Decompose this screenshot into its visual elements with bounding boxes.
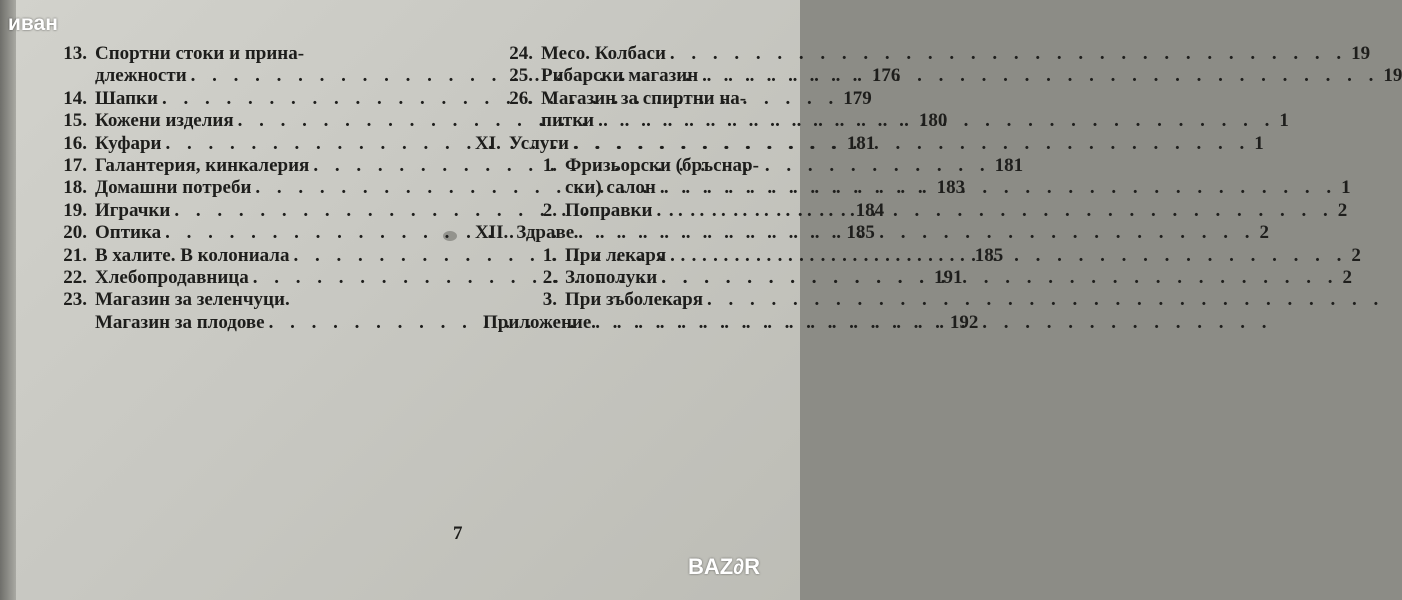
section-number: XII. <box>475 222 509 244</box>
entry-title: Оптика <box>95 222 162 244</box>
entry-number: 21. <box>63 244 87 266</box>
entry-title: Здраве <box>516 222 575 244</box>
dot-leader <box>670 245 1347 267</box>
entry-title: длежности <box>95 65 187 87</box>
page-ref: 1 <box>1254 132 1264 154</box>
page-ref: 19 <box>1351 43 1371 64</box>
toc-entry <box>45 43 410 65</box>
entry-title: Магазин за плодове <box>95 311 265 333</box>
entry-title: Приложение <box>483 311 592 333</box>
page-fold-shadow <box>0 0 16 600</box>
dot-leader <box>598 110 1275 132</box>
entry-number: 20. <box>63 222 87 244</box>
entry-title: Магазин за зеленчуци. <box>95 289 290 311</box>
entry-title: Спортни стоки и прина- <box>95 43 305 64</box>
toc-entry <box>475 155 815 177</box>
dot-leader <box>660 177 1337 199</box>
entry-number: 19. <box>63 199 87 221</box>
entry-title: Хлебопродавница <box>95 266 249 288</box>
entry-title: Играчки <box>95 199 171 221</box>
entry-number: 13. <box>63 43 87 64</box>
bazar-logo: BAZ∂R <box>688 554 760 579</box>
entry-number: 17. <box>63 154 87 176</box>
page-ref: 181 <box>994 154 1024 176</box>
entry-title: Месо. Колбаси <box>541 43 666 64</box>
entry-number: 24. <box>509 43 533 64</box>
page-ref: 2 <box>1259 222 1269 244</box>
page-ref: 184 <box>855 199 885 221</box>
toc-entry <box>475 289 815 311</box>
entry-title: Рибарски магазин <box>541 65 699 87</box>
page-ref: 183 <box>936 177 966 199</box>
subentry-number: 3. <box>542 289 557 311</box>
watermark-username: иван <box>8 12 58 35</box>
subentry-number: 2. <box>542 199 557 221</box>
entry-title: питки <box>541 110 595 132</box>
dot-leader <box>702 65 1379 87</box>
page-ref: 1 <box>1341 177 1351 199</box>
page-ref: 180 <box>918 110 948 132</box>
page-ref: 185 <box>846 222 875 244</box>
dot-leader <box>573 133 1250 155</box>
entry-number: 14. <box>63 87 87 109</box>
page-ref: 176 <box>871 65 901 87</box>
dot-leader <box>661 267 1338 289</box>
page-ref: 2 <box>1337 199 1348 221</box>
subentry-number: 2. <box>542 266 557 288</box>
page-number: 7 <box>453 523 463 544</box>
entry-number: 22. <box>63 266 87 288</box>
dot-leader <box>595 312 1272 334</box>
entry-title: Магазин за спиртни на- <box>541 87 747 109</box>
dot-leader <box>707 289 1384 311</box>
page-ref: 192 <box>949 311 979 333</box>
entry-title: Злополуки <box>565 266 658 288</box>
entry-title: При лекаря <box>565 244 667 266</box>
entry-number: 23. <box>63 289 87 311</box>
toc-entry <box>475 43 1371 65</box>
page-ref: 185 <box>974 244 1004 266</box>
page-ref: 179 <box>843 87 872 109</box>
entry-title: ски) салон <box>565 177 656 199</box>
entry-title: Услуги <box>508 132 569 154</box>
entry-title: Поправки <box>565 199 653 221</box>
entry-title: Галантерия, кинкалерия <box>95 154 310 176</box>
entry-title: Домашни потреби <box>95 177 252 199</box>
entry-number: 18. <box>63 177 87 199</box>
dot-leader <box>578 222 1255 244</box>
page-ref: 181 <box>846 132 876 154</box>
toc-entry <box>475 312 815 334</box>
page-ref: 1 <box>1279 110 1289 132</box>
entry-title: Куфари <box>95 132 162 154</box>
entry-title: При зъболекаря <box>565 289 704 311</box>
entry-title: Шапки <box>95 87 158 109</box>
subentry-number: 1. <box>542 154 557 176</box>
entry-number: 26. <box>509 87 533 109</box>
page-ref: 19 <box>1383 65 1402 87</box>
dot-leader <box>656 200 1333 222</box>
dot-leader <box>670 43 1347 65</box>
entry-title: Фризьорски (бръснар- <box>565 154 759 176</box>
page-ref: 2 <box>1351 244 1361 266</box>
entry-number: 25. <box>509 65 533 87</box>
entry-title: Кожени изделия <box>95 110 234 132</box>
toc-entry <box>475 88 815 110</box>
entry-number: 16. <box>63 132 87 154</box>
toc-entry <box>45 289 410 311</box>
page-ref: 2 <box>1342 266 1352 288</box>
entry-title: В халите. В колониала <box>95 244 290 266</box>
section-number: XI. <box>475 132 501 154</box>
page-ref: 191 <box>934 266 963 288</box>
entry-number: 15. <box>63 110 87 132</box>
subentry-number: 1. <box>542 244 557 266</box>
